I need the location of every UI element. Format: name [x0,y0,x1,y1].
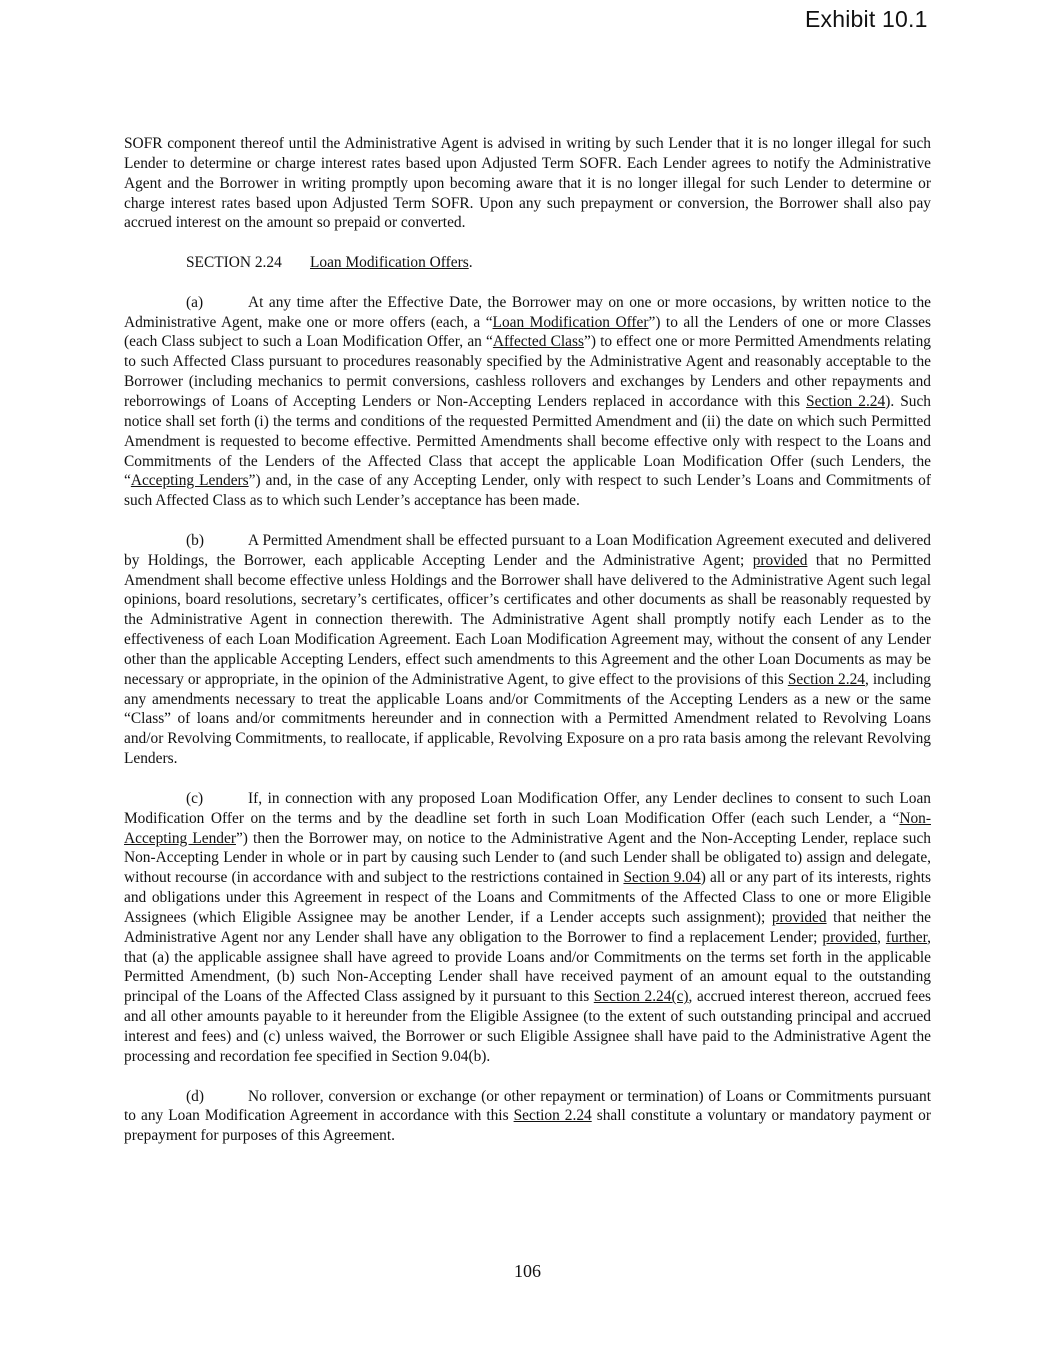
paragraph-d-label: (d) [186,1087,204,1105]
section-number: SECTION 2.24 [186,254,282,272]
document-body [124,134,931,1166]
term-provided: provided [752,551,808,569]
term-accepting-lenders: Accepting Lenders [130,472,249,490]
paragraph-c-label: (c) [186,789,204,807]
term-non-accepting-lender: Non-Accepting Lender [124,809,931,847]
section-reference: Section 2.24 [787,670,865,688]
paragraph-c: (c) If, in connection with any proposed Loan Modification Offer, any Lender declines to consent to such Loan Modification Offer on the terms and by the deadline set forth in such Loan Modification Offer (each such Lender, a “Non-Accepting Lender”) then the Borrower may, on notice to the Administrative Agent and the Non-Accepting Lender, replace such Non-Accepting Lender in whole or in part by causing such Lender to (and such Lender shall be obligated to) assign and delegate, without recourse (in accordance with and subject to the restrictions contained in Section 9.04) all or any part of its interests, rights and obligations under this Agreement in respect of the Loans and Commitments of the Affected Class to one or more Eligible Assignees (which Eligible Assignee may be another Lender, if a Lender accepts such assignment); provided that neither the Administrative Agent nor any Lender shall have any obligation to the Borrower to find a replacement Lender; provided, further, that (a) the applicable assignee shall have agreed to provide Loans and/or Commitments on the terms set forth in the applicable Permitted Amendment, (b) such Non-Accepting Lender shall have received payment of an amount equal to the outstanding principal of the Loans of the Affected Class assigned by it pursuant to this Section 2.24(c), accrued interest thereon, accrued fees and all other amounts payable to it hereunder from the Eligible Assignee (to the extent of such outstanding principal and accrued interest and fees) and (c) unless waived, the Borrower or such Eligible Assignee shall have paid to the Administrative Agent the processing and recordation fee specified in Section 9.04(b). [124,789,932,1065]
term-provided: provided [771,908,827,926]
section-reference: Section 2.24 [513,1107,592,1125]
section-reference: Section 2.24 [806,392,886,410]
term-loan-modification-offer: Loan Modification Offer [492,313,649,331]
page-number: 106 [514,1261,541,1281]
term-further: further [885,928,928,946]
exhibit-label: Exhibit 10.1 [805,6,928,32]
section-reference: Section 9.04 [623,869,701,887]
term-affected-class: Affected Class [492,333,584,351]
section-title-period: . [468,254,473,272]
intro-paragraph: SOFR component thereof until the Administrative Agent is advised in writing by such Lender that it is no longer illegal for such Lender to determine or charge interest rates based upon Adjusted Term SOFR. Each Lender agrees to notify the Administrative Agent and the Borrower in writing promptly upon becoming aware that it is no longer illegal for such Lender to determine or charge interest rates based upon Adjusted Term SOFR. Upon any such prepayment or conversion, the Borrower shall also pay accrued interest on the amount so prepaid or converted. [124,135,931,232]
paragraph-a-label: (a) [186,293,204,311]
paragraph-a: (a) At any time after the Effective Date, the Borrower may on one or more occasions, by written notice to the Administrative Agent, make one or more offers (each, a “Loan Modification Offer”) to all the Lenders of one or more Classes (each Class subject to such a Loan Modification Offer, an “Affected Class”) to effect one or more Permitted Amendments relating to such Affected Class pursuant to procedures reasonably specified by the Administrative Agent and reasonably acceptable to the Borrower (including mechanics to permit conversions, cashless rollovers and exchanges by Lenders and other repayments and reborrowings of Loans of Accepting Lenders or Non-Accepting Lenders replaced in accordance with this Section 2.24). Such notice shall set forth (i) the terms and conditions of the requested Permitted Amendment and (ii) the date on which such Permitted Amendment is requested to become effective. Permitted Amendments shall become effective only with respect to the Loans and Commitments of the Lenders of the Affected Class that accept the applicable Loan Modification Offer (such Lenders, the “Accepting Lenders”) and, in the case of any Accepting Lender, only with respect to such Lender’s Loans and Commitments of such Affected Class as to which such Lender’s acceptance has been made. [124,293,932,510]
paragraph-b: (b) A Permitted Amendment shall be effected pursuant to a Loan Modification Agreement executed and delivered by Holdings, the Borrower, each applicable Accepting Lender and the Administrative Agent; provided that no Permitted Amendment shall become effective unless Holdings and the Borrower shall have delivered to the Administrative Agent such legal opinions, board resolutions, secretary’s certificates, officer’s certificates and other documents as shall be reasonably requested by the Administrative Agent in connection therewith. The Administrative Agent shall promptly notify each Lender as to the effectiveness of each Loan Modification Agreement. Each Loan Modification Agreement may, without the consent of any Lender other than the applicable Accepting Lenders, effect such amendments to this Agreement and the other Loan Documents as may be necessary or appropriate, in the opinion of the Administrative Agent, to give effect to the provisions of this Section 2.24, including any amendments necessary to treat the applicable Loans and/or Commitments of the Accepting Lenders as a new or the same “Class” of loans and/or commitments hereunder and in connection with a Permitted Amendment related to Revolving Loans and/or Revolving Commitments, to reallocate, if applicable, Revolving Exposure on a pro rata basis among the relevant Revolving Lenders. [124,531,931,768]
term-provided: provided [822,928,878,946]
section-heading [124,253,931,273]
paragraph-d: (d) No rollover, conversion or exchange (or other repayment or termination) of Loans or Commitments pursuant to any Loan Modification Agreement in accordance with this Section 2.24 shall constitute a voluntary or mandatory payment or prepayment for purposes of this Agreement. [124,1087,932,1145]
section-reference: Section 2.24(c) [593,988,689,1006]
paragraph-b-label: (b) [186,531,204,549]
section-title: Loan Modification Offers [310,254,469,272]
